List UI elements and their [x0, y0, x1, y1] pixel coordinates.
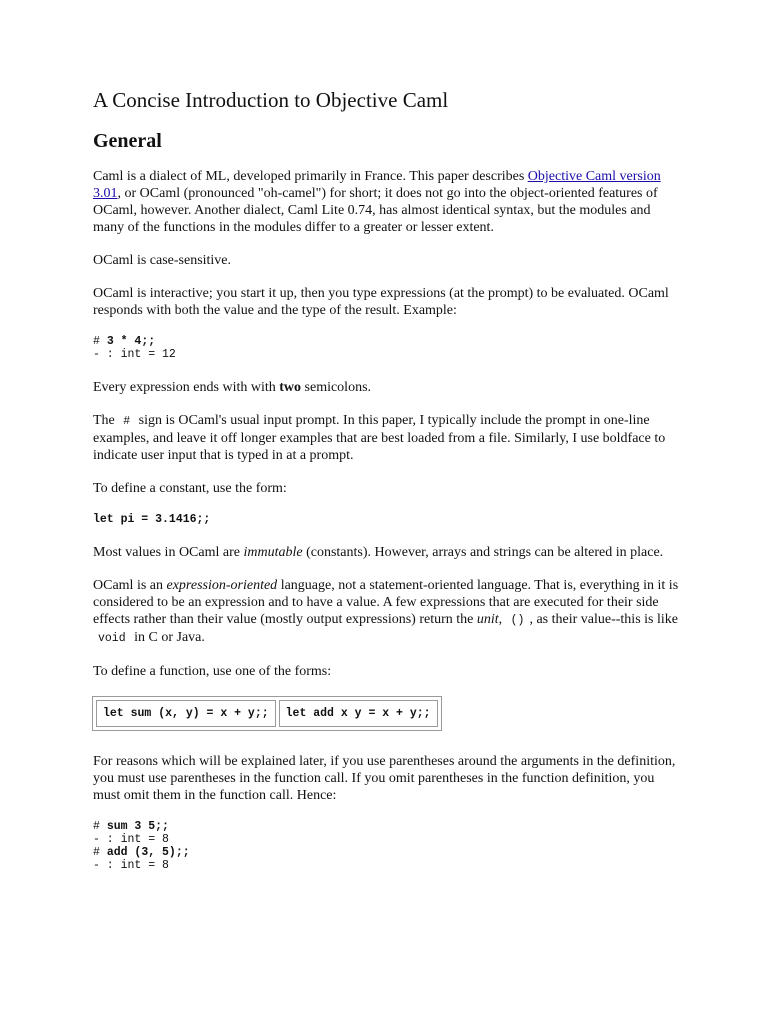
prompt: #	[93, 335, 107, 348]
table-row	[96, 700, 438, 727]
inline-code: ()	[510, 614, 525, 627]
output: - : int = 8	[93, 859, 169, 872]
text-span: , or OCaml (pronounced "oh-camel") for short; it does not go into the object-oriented features of OCaml, however. Another dialect, Caml Lite 0.74, has almost identical syntax, but the modules and many of the functions in the modules differ to a greater or lesser extent.	[93, 186, 658, 235]
prompt: #	[93, 846, 107, 859]
link-objective-caml[interactable]: Objective Caml version 3.01	[93, 169, 661, 201]
bold-text: two	[279, 380, 302, 395]
text-span: The	[93, 413, 119, 428]
user-input: sum 3 5;;	[106, 820, 169, 833]
paragraph-case-sensitive: OCaml is case-sensitive.	[93, 253, 232, 268]
code-example-constant: let pi = 3.1416;;	[93, 513, 211, 526]
output: - : int = 12	[93, 348, 176, 361]
text-span: language, not a statement-oriented language. That is, everything in it is considered to be an expression and to have a value. A few expressions that are executed for their side effects rather than their value (mostly output expressions) return the	[93, 578, 679, 627]
text-span: semicolons.	[301, 380, 372, 395]
form-add-cell: let add x y = x + y;;	[279, 700, 438, 727]
prompt: #	[93, 820, 107, 833]
paragraph-prompt	[93, 412, 683, 464]
inline-code: #	[123, 415, 131, 428]
text-span: in C or Java.	[130, 630, 205, 645]
text-span: Caml is a dialect of ML, developed primarily in France. This paper describes	[93, 169, 528, 184]
text-span: ,	[498, 612, 506, 627]
paragraph-parentheses: For reasons which will be explained later, if you use parentheses around the arguments in the definition, you must use parentheses in the function call. If you omit parentheses in the function definition, you must omit them in the function call. Hence:	[93, 754, 676, 803]
form-sum-cell: let sum (x, y) = x + y;;	[96, 700, 276, 727]
text-span: Every expression ends with with	[93, 380, 280, 395]
italic-text: immutable	[243, 545, 303, 560]
code-example-calls	[93, 820, 683, 872]
page-title: A Concise Introduction to Objective Caml	[93, 88, 449, 112]
document-body	[93, 86, 683, 890]
paragraph-interactive: OCaml is interactive; you start it up, then you type expressions (at the prompt) to be evaluated. OCaml responds with both the value and the type of the result. Example:	[93, 286, 669, 318]
paragraph-immutable	[93, 544, 683, 561]
paragraph-expression-oriented	[93, 577, 683, 647]
inline-code: void	[98, 632, 126, 645]
text-span: Most values in OCaml are	[93, 545, 244, 560]
italic-text: unit	[476, 612, 499, 627]
text-span: sign is OCaml's usual input prompt. In this paper, I typically include the prompt in one-line examples, and leave it off longer examples that are best loaded from a file. Similarly, I use boldface to indicate user input that is typed in at a prompt.	[93, 413, 666, 463]
text-span: (constants). However, arrays and strings can be altered in place.	[302, 545, 664, 560]
code-example-multiply	[93, 335, 683, 361]
output: - : int = 8	[93, 833, 169, 846]
function-forms-table	[92, 696, 442, 731]
section-heading-general: General	[93, 130, 162, 152]
italic-text: expression-oriented	[166, 578, 278, 593]
paragraph-semicolons	[93, 379, 683, 396]
paragraph-constant: To define a constant, use the form:	[93, 481, 287, 496]
user-input: add (3, 5);;	[106, 846, 190, 859]
user-input: 3 * 4;;	[106, 335, 156, 348]
paragraph-intro	[93, 168, 683, 236]
paragraph-function-forms: To define a function, use one of the forms:	[93, 664, 332, 679]
text-span: OCaml is an	[93, 578, 167, 593]
text-span: , as their value--this is like	[529, 612, 678, 627]
